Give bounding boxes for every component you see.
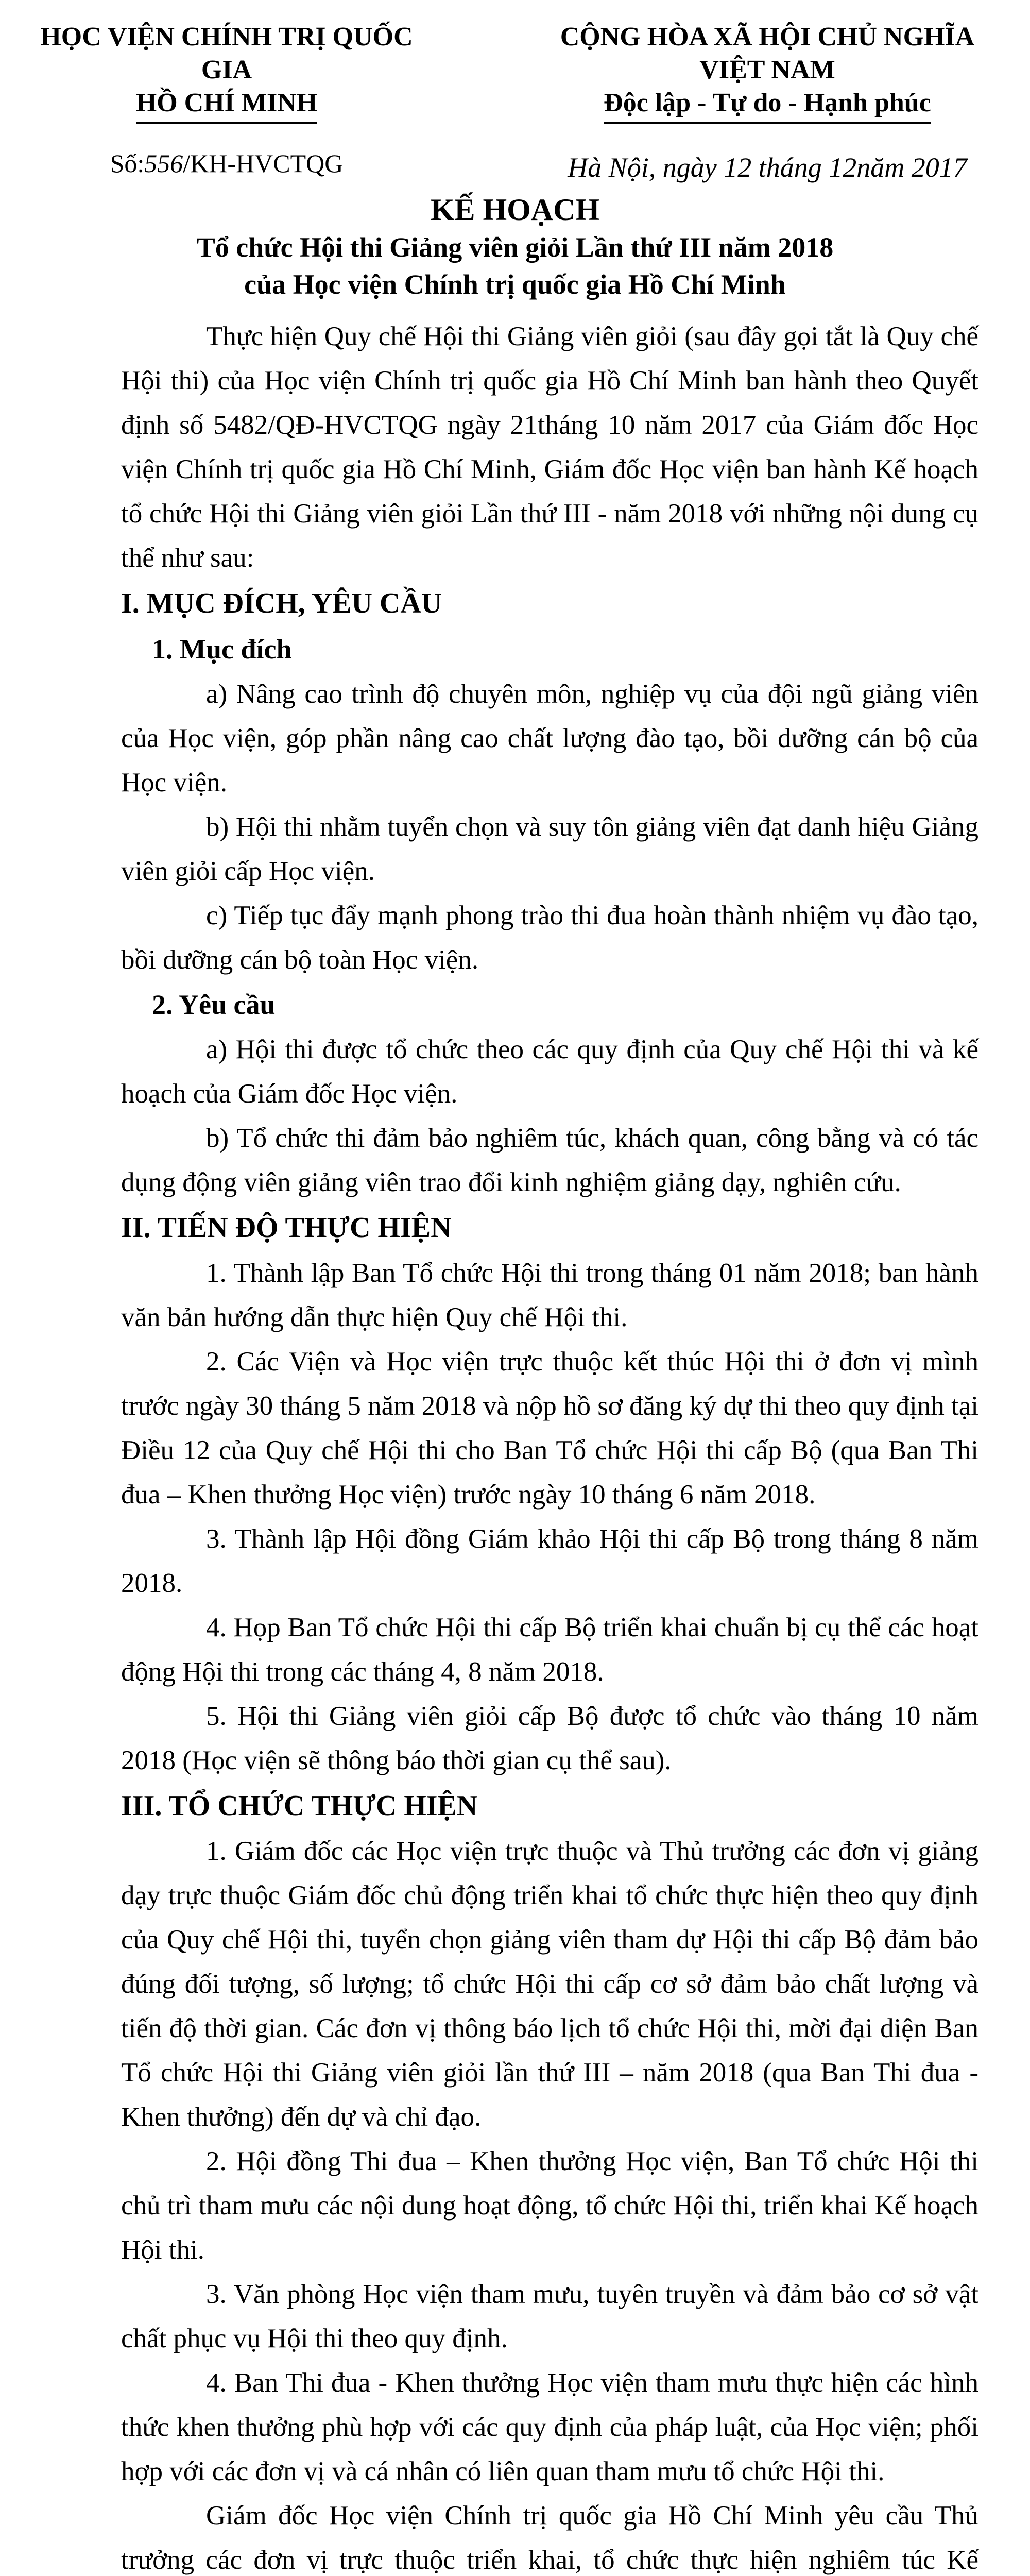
requirement-item-a: a) Hội thi được tổ chức theo các quy định của Quy chế Hội thi và kế hoạch của Giám đốc Học viện.: [121, 1035, 978, 1109]
issuer-block: [31, 21, 422, 178]
schedule-item-4: 4. Họp Ban Tổ chức Hội thi cấp Bộ triển khai chuẩn bị cụ thể các hoạt động Hội thi trong các tháng 4, 8 năm 2018.: [121, 1613, 978, 1687]
doc-number-handwritten: 556: [144, 149, 183, 178]
date-month: 12: [829, 152, 857, 183]
purpose-item-c: c) Tiếp tục đẩy mạnh phong trào thi đua hoàn thành nhiệm vụ đào tạo, bồi dưỡng cán bộ toàn Học viện.: [121, 901, 978, 975]
purpose-item-b: b) Hội thi nhằm tuyển chọn và suy tôn giảng viên đạt danh hiệu Giảng viên giỏi cấp Học viện.: [121, 812, 978, 886]
issuer-line2: HỒ CHÍ MINH: [31, 87, 422, 124]
section2-heading: II. TIẾN ĐỘ THỰC HIỆN: [121, 1212, 452, 1244]
implementation-item-2: 2. Hội đồng Thi đua – Khen thưởng Học viện, Ban Tổ chức Hội thi chủ trì tham mưu các nội dung hoạt động, tổ chức Hội thi, triển khai Kế hoạch Hội thi.: [121, 2146, 978, 2265]
schedule-item-2: 2. Các Viện và Học viện trực thuộc kết thúc Hội thi ở đơn vị mình trước ngày 30 tháng 5 năm 2018 và nộp hồ sơ đăng ký dự thi theo quy định tại Điều 12 của Quy chế Hội thi cho Ban Tổ chức Hội thi cấp Bộ (qua Ban Thi đua – Khen thưởng Học viện) trước ngày 10 tháng 6 năm 2018.: [121, 1347, 978, 1510]
date-day: 12: [724, 152, 752, 183]
purpose-item-a: a) Nâng cao trình độ chuyên môn, nghiệp vụ của đội ngũ giảng viên của Học viện, góp phần nâng cao chất lượng đào tạo, bồi dưỡng cán bộ của Học viện.: [121, 679, 978, 798]
document-body: [121, 314, 978, 2576]
section1-sub1: 1. Mục đích: [152, 634, 292, 665]
national-block: [536, 21, 999, 183]
section1-sub2: 2. Yêu cầu: [152, 989, 276, 1020]
doc-number: Số:556/KH-HVCTQG: [110, 149, 344, 178]
document-title: [77, 191, 953, 303]
nation-line2: Độc lập - Tự do - Hạnh phúc: [536, 87, 999, 124]
section1-heading: I. MỤC ĐÍCH, YÊU CẦU: [121, 587, 442, 619]
requirement-item-b: b) Tổ chức thi đảm bảo nghiêm túc, khách quan, công bằng và có tác dụng động viên giảng viên trao đổi kinh nghiệm giảng dạy, nghiên cứu.: [121, 1123, 978, 1197]
closing-paragraph: Giám đốc Học viện Chính trị quốc gia Hồ Chí Minh yêu cầu Thủ trưởng các đơn vị trực thuộc triển khai, tổ chức thực hiện nghiêm túc Kế: [121, 2501, 978, 2575]
intro-paragraph: Thực hiện Quy chế Hội thi Giảng viên giỏi (sau đây gọi tắt là Quy chế Hội thi) của Học viện Chính trị quốc gia Hồ Chí Minh ban hành theo Quyết định số 5482/QĐ-HVCTQG ngày 21tháng 10 năm 2017 của Giám đốc Học viện Chính trị quốc gia Hồ Chí Minh, Giám đốc Học viện ban hành Kế hoạch tổ chức Hội thi Giảng viên giỏi Lần thứ III - năm 2018 với những nội dung cụ thể như sau:: [121, 321, 978, 573]
title-main: KẾ HOẠCH: [430, 193, 600, 227]
implementation-item-3: 3. Văn phòng Học viện tham mưu, tuyên truyền và đảm bảo cơ sở vật chất phục vụ Hội thi theo quy định.: [121, 2279, 978, 2353]
implementation-item-1: 1. Giám đốc các Học viện trực thuộc và Thủ trưởng các đơn vị giảng dạy trực thuộc Giám đốc chủ động triển khai tổ chức thực hiện theo quy định của Quy chế Hội thi, tuyển chọn giảng viên tham dự Hội thi cấp Bộ đảm bảo đúng đối tượng, số lượng; tổ chức Hội thi cấp cơ sở đảm bảo chất lượng và tiến độ thời gian. Các đơn vị thông báo lịch tổ chức Hội thi, mời đại diện Ban Tổ chức Hội thi Giảng viên giỏi lần thứ III – năm 2018 (qua Ban Thi đua - Khen thưởng) đến dự và chỉ đạo.: [121, 1836, 978, 2132]
nation-line1: CỘNG HÒA XÃ HỘI CHỦ NGHĨA VIỆT NAM: [560, 22, 975, 84]
implementation-item-4: 4. Ban Thi đua - Khen thưởng Học viện tham mưu thực hiện các hình thức khen thưởng phù hợp với các quy định của pháp luật, của Học viện; phối hợp với các đơn vị và cá nhân có liên quan tham mưu tổ chức Hội thi.: [121, 2368, 978, 2486]
title-line2: Tổ chức Hội thi Giảng viên giỏi Lần thứ III năm 2018: [196, 232, 834, 263]
issuer-line1: HỌC VIỆN CHÍNH TRỊ QUỐC GIA: [40, 22, 413, 84]
title-line3: của Học viện Chính trị quốc gia Hồ Chí Minh: [244, 269, 786, 300]
schedule-item-3: 3. Thành lập Hội đồng Giám khảo Hội thi cấp Bộ trong tháng 8 năm 2018.: [121, 1524, 978, 1598]
issue-date: Hà Nội, ngày 12 tháng 12năm 2017: [568, 152, 967, 183]
schedule-item-1: 1. Thành lập Ban Tổ chức Hội thi trong tháng 01 năm 2018; ban hành văn bản hướng dẫn thực hiện Quy chế Hội thi.: [121, 1258, 978, 1332]
section3-heading: III. TỔ CHỨC THỰC HIỆN: [121, 1790, 478, 1822]
schedule-item-5: 5. Hội thi Giảng viên giỏi cấp Bộ được tổ chức vào tháng 10 năm 2018 (Học viện sẽ thông báo thời gian cụ thể sau).: [121, 1701, 978, 1775]
